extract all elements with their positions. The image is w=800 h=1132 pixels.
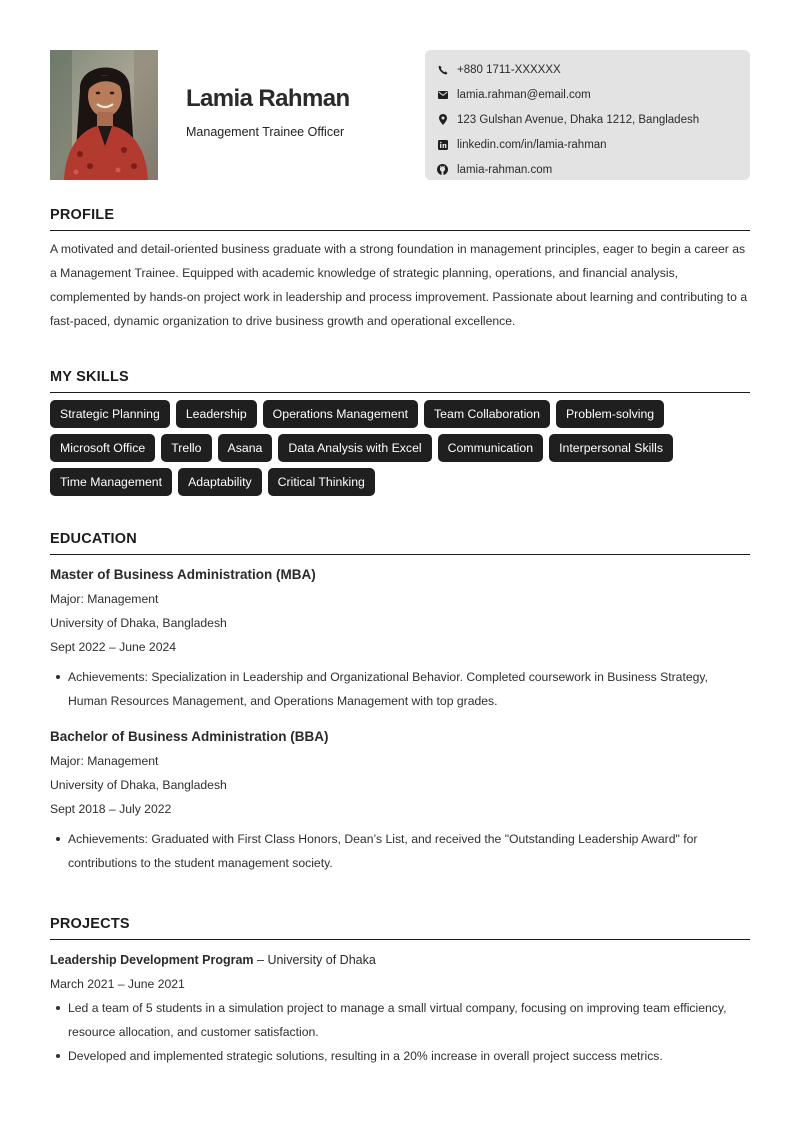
phone-icon bbox=[437, 64, 448, 75]
project-dates: March 2021 – June 2021 bbox=[50, 977, 185, 991]
skill-chip: Time Management bbox=[50, 468, 172, 496]
skill-chip: Interpersonal Skills bbox=[549, 434, 673, 462]
contact-phone bbox=[437, 57, 738, 82]
skill-chip: Team Collaboration bbox=[424, 400, 550, 428]
project-bullet: Led a team of 5 students in a simulation project to manage a small virtual company, focusing on improving team efficiency, resource allocation, and customer satisfaction. bbox=[50, 996, 750, 1044]
contact-address bbox=[437, 107, 738, 132]
degree-major: Major: Management bbox=[50, 592, 159, 606]
achievement-item: Achievements: Graduated with First Class Honors, Dean’s List, and received the "Outstanding Leadership Award" for contributions to the student management society. bbox=[50, 827, 750, 875]
contact-website[interactable] bbox=[437, 157, 738, 182]
profile-photo bbox=[50, 50, 158, 180]
contact-address-text: 123 Gulshan Avenue, Dhaka 1212, Bangladesh bbox=[457, 113, 700, 126]
project-separator: – bbox=[253, 953, 268, 967]
projects-section bbox=[50, 916, 750, 1068]
contact-phone-text: +880 1711-XXXXXX bbox=[457, 63, 561, 76]
projects-heading: PROJECTS bbox=[50, 916, 750, 940]
degree-major: Major: Management bbox=[50, 754, 159, 768]
project-bullets bbox=[50, 996, 750, 1068]
project-name: Leadership Development Program bbox=[50, 953, 254, 967]
project-bullet: Developed and implemented strategic solutions, resulting in a 20% increase in overall project success metrics. bbox=[50, 1044, 750, 1068]
candidate-name: Lamia Rahman bbox=[186, 85, 350, 112]
skill-chip: Data Analysis with Excel bbox=[278, 434, 431, 462]
education-section bbox=[50, 531, 750, 875]
envelope-icon bbox=[437, 89, 448, 100]
skill-chip: Problem-solving bbox=[556, 400, 664, 428]
degree-school: University of Dhaka, Bangladesh bbox=[50, 616, 227, 630]
map-pin-icon bbox=[437, 114, 448, 125]
profile-heading: PROFILE bbox=[50, 207, 750, 231]
achievement-item: Achievements: Specialization in Leadership and Organizational Behavior. Completed coursework in Business Strategy, Human Resources Management, and Operations Management with top grades. bbox=[50, 665, 750, 713]
resume-header bbox=[50, 50, 750, 180]
degree-achievements bbox=[50, 827, 750, 875]
profile-summary: A motivated and detail-oriented business graduate with a strong foundation in management principles, eager to begin a career as a Management Trainee. Equipped with academic knowledge of strategic planning, operations, and financial analysis, complemented by hands-on project work in leadership and process improvement. Passionate about learning and contributing to a fast-paced, dynamic organization to drive business growth and operational excellence. bbox=[50, 242, 748, 328]
profile-section bbox=[50, 207, 750, 333]
contact-email-text[interactable]: lamia.rahman@email.com bbox=[457, 88, 591, 101]
github-icon bbox=[437, 164, 448, 175]
education-heading: EDUCATION bbox=[50, 531, 750, 555]
portrait-photo-icon bbox=[50, 50, 158, 180]
skills-list bbox=[50, 400, 750, 496]
contact-website-text[interactable]: lamia-rahman.com bbox=[457, 163, 553, 176]
contact-box bbox=[425, 50, 750, 180]
skill-chip: Trello bbox=[161, 434, 211, 462]
project-org: University of Dhaka bbox=[267, 953, 376, 967]
degree-title: Bachelor of Business Administration (BBA) bbox=[50, 729, 329, 744]
skill-chip: Asana bbox=[218, 434, 273, 462]
skill-chip: Adaptability bbox=[178, 468, 262, 496]
candidate-job-title: Management Trainee Officer bbox=[186, 125, 345, 139]
linkedin-icon bbox=[437, 139, 448, 150]
contact-email[interactable] bbox=[437, 82, 738, 107]
education-item-bba bbox=[50, 727, 750, 875]
skill-chip: Strategic Planning bbox=[50, 400, 170, 428]
contact-linkedin[interactable] bbox=[437, 132, 738, 157]
degree-achievements bbox=[50, 665, 750, 713]
skills-section bbox=[50, 369, 750, 496]
contact-linkedin-text[interactable]: linkedin.com/in/lamia-rahman bbox=[457, 138, 607, 151]
skill-chip: Critical Thinking bbox=[268, 468, 375, 496]
education-item-mba bbox=[50, 565, 750, 713]
degree-dates: Sept 2018 – July 2022 bbox=[50, 802, 172, 816]
skill-chip: Microsoft Office bbox=[50, 434, 155, 462]
degree-dates: Sept 2022 – June 2024 bbox=[50, 640, 177, 654]
skill-chip: Operations Management bbox=[263, 400, 418, 428]
skills-heading: MY SKILLS bbox=[50, 369, 750, 393]
skill-chip: Communication bbox=[438, 434, 543, 462]
project-header bbox=[50, 950, 750, 970]
degree-school: University of Dhaka, Bangladesh bbox=[50, 778, 227, 792]
degree-title: Master of Business Administration (MBA) bbox=[50, 567, 316, 582]
skill-chip: Leadership bbox=[176, 400, 257, 428]
